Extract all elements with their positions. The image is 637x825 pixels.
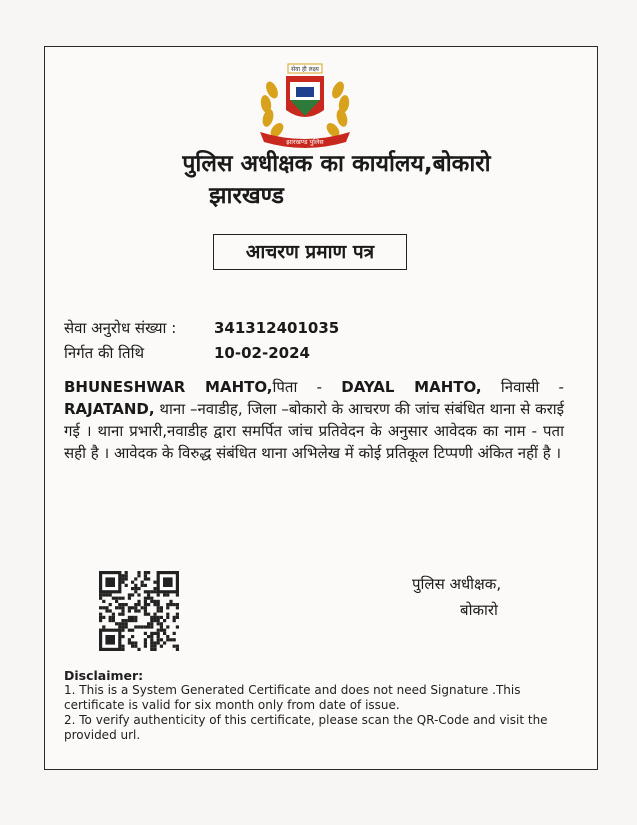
emblem-ribbon-text: झारखण्ड पुलिस — [286, 138, 324, 146]
resident-label: निवासी - — [481, 378, 564, 396]
village-name: RAJATAND, — [64, 400, 155, 418]
office-title-line1: पुलिस अधीक्षक का कार्यालय,बोकारो — [182, 151, 491, 177]
service-request-label: सेवा अनुरोध संख्या : — [64, 319, 177, 337]
issue-date-label: निर्गत की तिथि — [64, 344, 145, 362]
certificate-body — [64, 376, 564, 464]
disclaimer — [64, 668, 574, 743]
body-rest: थाना –नवाडीह, जिला –बोकारो के आचरण की जांच संबंधित थाना से कराई गई । थाना प्रभारी,नवाडीह द्वारा समर्पित जांच प्रतिवेदन के अनुसार आवेदक का नाम - पता सही है । आवेदक के विरुद्ध संबंधित थाना अभिलेख में कोई प्रतिकूल टिप्पणी अंकित नहीं है । — [64, 400, 564, 462]
signatory-location: बोकारो — [460, 601, 498, 619]
disclaimer-item-2: 2. To verify authenticity of this certificate, please scan the QR-Code and visit the provided url. — [64, 713, 548, 742]
father-label: पिता - — [272, 378, 342, 396]
father-name: DAYAL MAHTO, — [341, 378, 482, 396]
service-request-row — [64, 318, 339, 338]
service-request-number: 341312401035 — [214, 319, 340, 337]
signatory-title: पुलिस अधीक्षक, — [412, 575, 502, 593]
applicant-name: BHUNESHWAR MAHTO, — [64, 378, 273, 396]
emblem-motto: सेवा ही लक्ष्य — [291, 66, 319, 73]
qr-code-icon[interactable] — [99, 571, 179, 651]
issue-date: 10-02-2024 — [214, 344, 310, 362]
disclaimer-title: Disclaimer: — [64, 668, 144, 683]
certificate-title: आचरण प्रमाण पत्र — [213, 234, 407, 270]
issue-date-row — [64, 343, 310, 363]
office-title-line2: झारखण्ड — [209, 183, 284, 209]
jharkhand-police-emblem-icon — [250, 60, 360, 150]
disclaimer-item-1: 1. This is a System Generated Certificate and does not need Signature .This certificate is valid for six month only from date of issue. — [64, 683, 521, 712]
